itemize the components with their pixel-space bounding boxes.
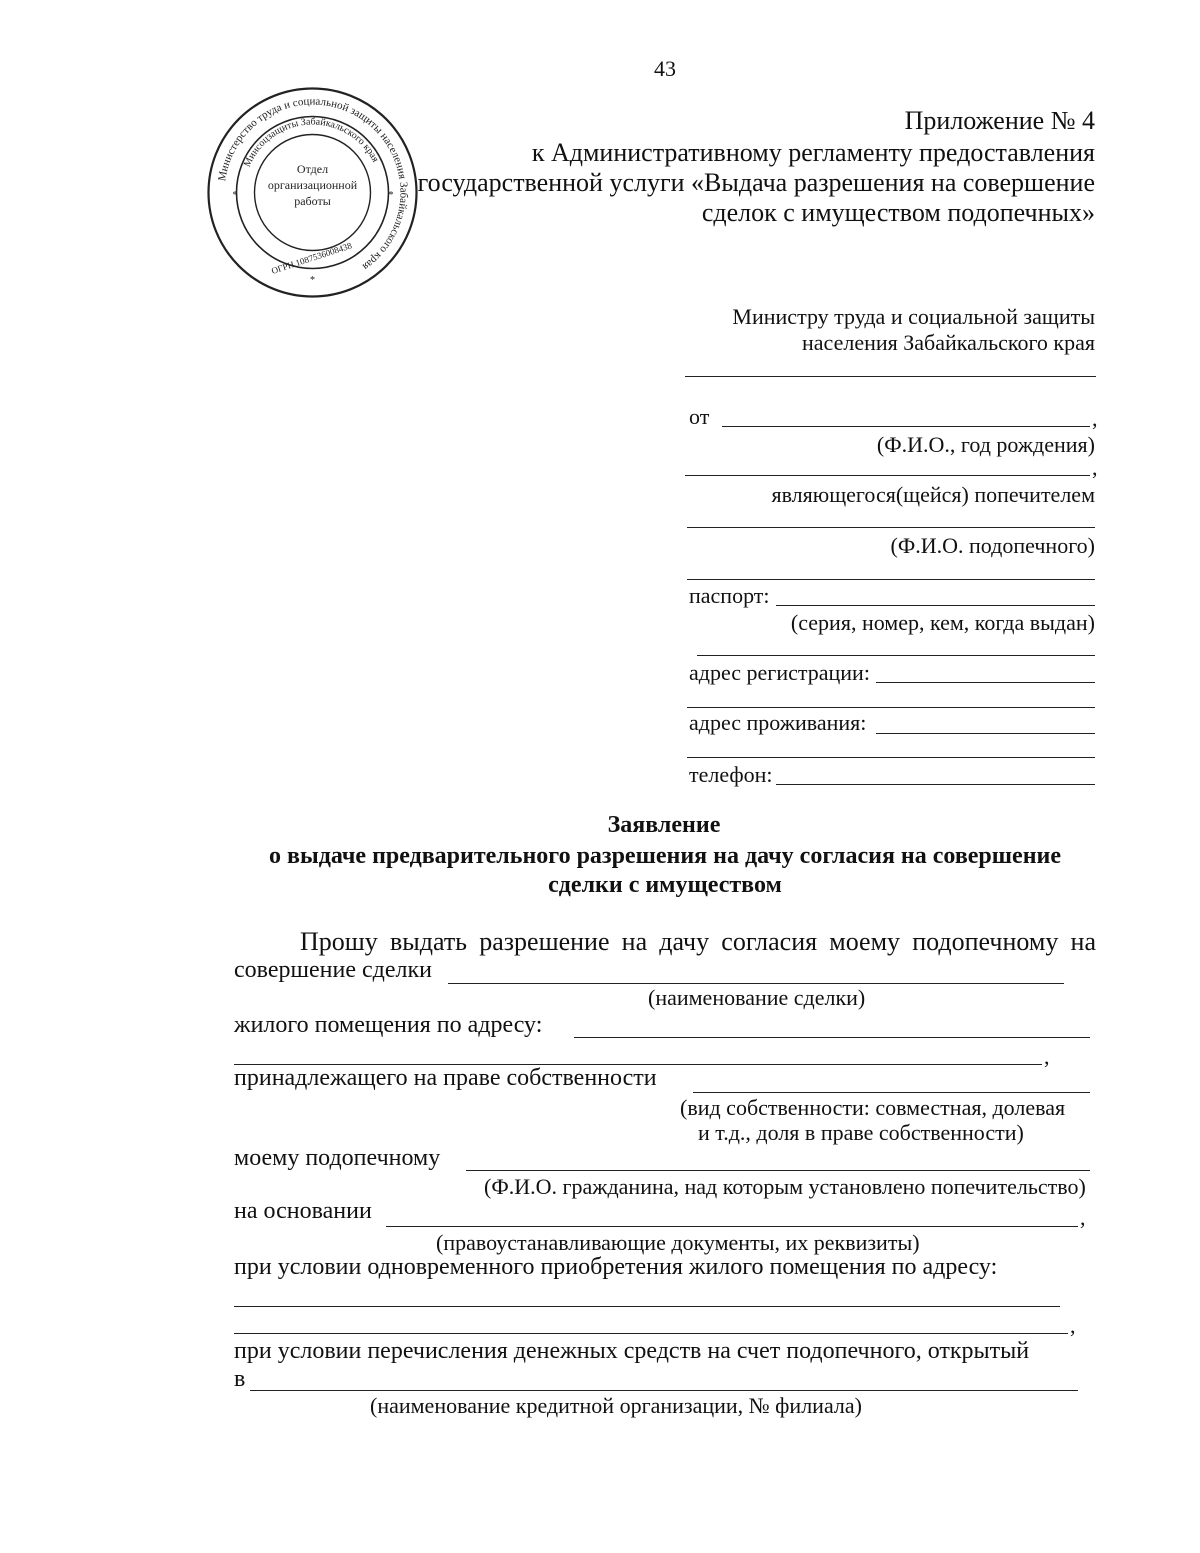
live-address-line-2[interactable]	[687, 757, 1095, 758]
stamp-center-line-2: организационной	[267, 178, 358, 192]
ward-name-hint: (Ф.И.О. гражданина, над которым установлено попечительство)	[484, 1174, 1086, 1199]
stamp-ogrn: ОГРН 1087536008438	[270, 240, 354, 276]
bank-line[interactable]	[250, 1390, 1078, 1391]
stamp-inner-ring-text: Минсоцзащиты Забайкальского края	[241, 116, 381, 169]
basis-comma: ,	[1080, 1205, 1086, 1230]
stamp-ring-text: Министерство труда и социальной защиты населения Забайкальского края	[216, 95, 410, 273]
stamp-center-line-1: Отдел	[296, 162, 329, 176]
reg-address-label: адрес регистрации:	[689, 660, 870, 685]
document-title: Заявление	[607, 812, 721, 838]
guardian-hint: являющегося(щейся) попечителем	[771, 482, 1095, 507]
basis-hint: (правоустанавливающие документы, их реквизиты)	[436, 1230, 920, 1255]
stamp-star-icon: *	[310, 275, 315, 286]
header-line-3: сделок с имуществом подопечных»	[701, 198, 1095, 227]
deal-line[interactable]	[448, 983, 1064, 984]
ward-label: моему подопечному	[234, 1145, 441, 1171]
document-subtitle-1: о выдаче предварительного разрешения на дачу согласия на совершение	[269, 843, 1061, 869]
purchase-line[interactable]	[234, 1306, 1060, 1307]
live-address-label: адрес проживания:	[689, 710, 867, 735]
basis-label: на основании	[234, 1198, 372, 1224]
stamp-center-line-3: работы	[294, 194, 331, 208]
live-address-line[interactable]	[876, 733, 1095, 734]
from-comma: ,	[1092, 406, 1098, 431]
bank-hint: (наименование кредитной организации, № филиала)	[370, 1393, 862, 1418]
premises-comma: ,	[1044, 1044, 1050, 1069]
ward-line-2[interactable]	[687, 579, 1095, 580]
appendix-number: Приложение № 4	[904, 106, 1095, 135]
svg-text:Минсоцзащиты Забайкальского кр	[242, 116, 381, 168]
passport-label: паспорт:	[689, 583, 770, 608]
purchase-line-2[interactable]	[234, 1333, 1068, 1334]
transfer-label: при условии перечисления денежных средств на счет подопечного, открытый	[234, 1338, 1030, 1364]
ownership-label: принадлежащего на праве собственности	[234, 1065, 657, 1091]
ownership-line[interactable]	[693, 1092, 1090, 1093]
from-label: от	[689, 404, 710, 429]
reg-address-line[interactable]	[876, 682, 1095, 683]
stamp-star-left-icon: *	[232, 190, 238, 201]
request-intro: Прошу выдать разрешение на дачу согласия моему подопечному на	[300, 927, 1096, 956]
purchase-label: при условии одновременного приобретения жилого помещения по адресу:	[234, 1254, 998, 1280]
passport-line[interactable]	[776, 605, 1095, 606]
phone-label: телефон:	[689, 762, 773, 787]
ownership-hint-1: (вид собственности: совместная, долевая	[680, 1095, 1066, 1120]
guardian-line[interactable]	[685, 475, 1090, 476]
basis-line[interactable]	[386, 1226, 1078, 1227]
stamp-star-right-icon: *	[388, 190, 394, 201]
addressee-line-1: Министру труда и социальной защиты	[732, 304, 1095, 329]
deal-hint: (наименование сделки)	[648, 985, 866, 1010]
ward-name-line[interactable]	[466, 1170, 1090, 1171]
document-subtitle-2: сделки с имуществом	[548, 872, 782, 898]
phone-line[interactable]	[776, 784, 1095, 785]
addressee-extra-line[interactable]	[685, 376, 1096, 377]
reg-address-line-2[interactable]	[687, 707, 1095, 708]
premises-label: жилого помещения по адресу:	[234, 1012, 543, 1038]
header-line-2: государственной услуги «Выдача разрешения на совершение	[417, 168, 1095, 197]
from-fio-line[interactable]	[722, 426, 1090, 427]
passport-hint: (серия, номер, кем, когда выдан)	[790, 610, 1095, 635]
header-line-1: к Административному регламенту предоставления	[531, 138, 1095, 167]
ward-line[interactable]	[687, 527, 1095, 528]
fio-hint: (Ф.И.О., год рождения)	[876, 432, 1095, 457]
bank-prefix: в	[234, 1366, 246, 1392]
ward-hint: (Ф.И.О. подопечного)	[890, 533, 1095, 558]
deal-label: совершение сделки	[234, 957, 432, 983]
guardian-comma: ,	[1092, 455, 1098, 480]
ownership-hint-2: и т.д., доля в праве собственности)	[698, 1120, 1024, 1145]
passport-line-2[interactable]	[697, 655, 1095, 656]
premises-line[interactable]	[574, 1037, 1090, 1038]
addressee-line-2: населения Забайкальского края	[802, 330, 1095, 355]
purchase-comma: ,	[1070, 1313, 1076, 1338]
official-stamp	[205, 85, 420, 300]
page-number: 43	[654, 56, 676, 81]
